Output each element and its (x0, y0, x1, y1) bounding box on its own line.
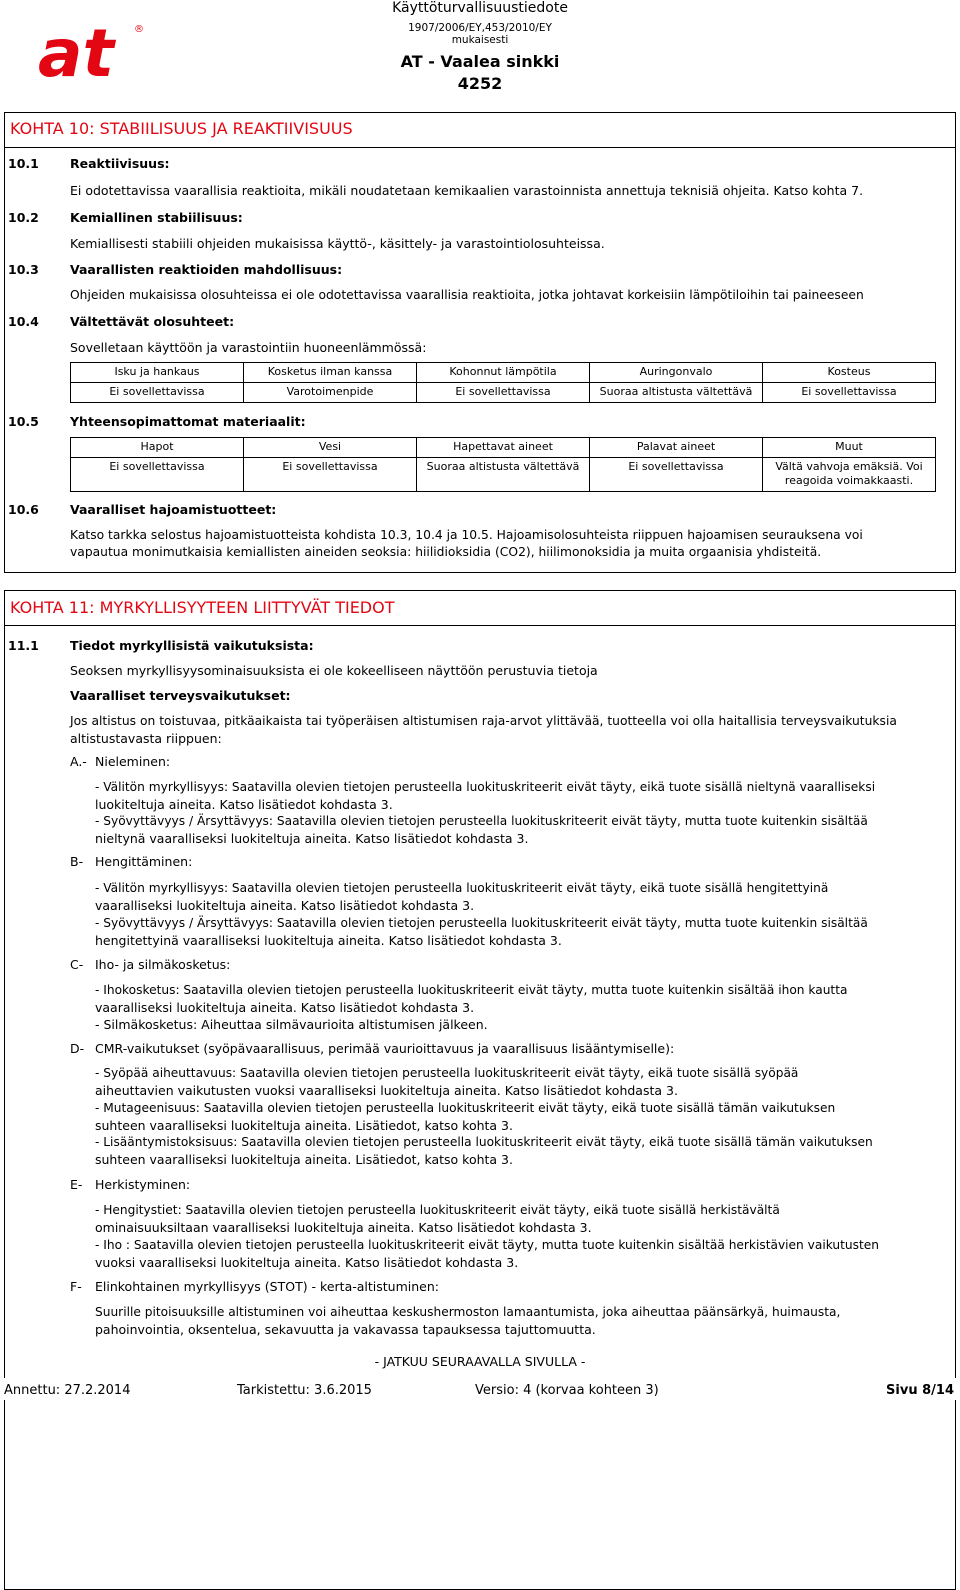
subsection-number: 10.3 (8, 262, 39, 277)
paragraph: vapautua monimutkaisia kemiallisten aineiden seoksia: hiilidioksidia (CO2), hiilimonoksidia ja muita orgaanisia yhdisteitä. (70, 545, 822, 559)
list-item: aiheuttavien vaikutusten vuoksi vaaralliseksi luokiteltuja aineita. Katso lisätiedot kohdasta 3. (95, 1083, 678, 1098)
list-item: nieltynä vaaralliseksi luokiteltuja aineita. Katso lisätiedot kohdasta 3. (95, 831, 529, 846)
paragraph: Seoksen myrkyllisyysominaisuuksista ei ole kokeelliseen näyttöön perustuvia tietoja (70, 663, 598, 678)
table-header-row (71, 438, 936, 458)
issued-date: Annettu: 27.2.2014 (4, 1383, 131, 1398)
route-letter: B- (70, 854, 84, 869)
paragraph: Ei odotettavissa vaarallisia reaktioita, mikäli noudatetaan kemikaalien varastoinnista annettuja teknisiä ohjeita. Katso kohta 7. (70, 183, 864, 198)
version-info: Versio: 4 (korvaa kohteen 3) (475, 1383, 659, 1398)
table-cell: Ei sovellettavissa (244, 458, 417, 492)
table-header-cell: Isku ja hankaus (71, 363, 244, 383)
paragraph: Katso tarkka selostus hajoamistuotteista kohdista 10.3, 10.4 ja 10.5. Hajoamisolosuhteista riippuen hajoamisen seurauksena voi (70, 528, 863, 542)
route-letter: D- (70, 1041, 85, 1056)
table-cell: Vältä vahvoja emäksiä. Voi reagoida voimakkaasti. (763, 458, 936, 492)
route-letter: A.- (70, 754, 87, 769)
section-11-title: KOHTA 11: MYRKYLLISYYTEEN LIITTYVÄT TIEDOT (10, 598, 395, 617)
company-logo (38, 18, 148, 80)
list-item: hengitettyinä vaaralliseksi luokiteltuja aineita. Katso lisätiedot kohdasta 3. (95, 933, 562, 948)
subsection-number: 11.1 (8, 638, 39, 653)
table-header-cell: Hapot (71, 438, 244, 458)
list-item: suhteen vaaralliseksi luokiteltuja aineita. Lisätiedot, katso kohta 3. (95, 1118, 513, 1133)
list-item: - Syövyttävyys / Ärsyttävyys: Saatavilla olevien tietojen perusteella luokituskriteerit eivät täyty, mutta tuote kuitenkin sisältää (95, 916, 868, 930)
list-item: luokiteltuja aineita. Katso lisätiedot kohdasta 3. (95, 797, 393, 812)
subsection-title: Kemiallinen stabiilisuus: (70, 210, 243, 225)
table-cell: Ei sovellettavissa (71, 458, 244, 492)
list-item: vuoksi vaaralliseksi luokiteltuja aineita. Katso lisätiedot kohdasta 3. (95, 1255, 519, 1270)
table-cell: Ei sovellettavissa (71, 383, 244, 403)
route-label: Elinkohtainen myrkyllisyys (STOT) - kerta-altistuminen: (95, 1279, 439, 1294)
table-header-cell: Kosketus ilman kanssa (244, 363, 417, 383)
subsection-number: 10.1 (8, 156, 39, 171)
product-code: 4252 (457, 74, 503, 93)
subsection-number: 10.5 (8, 414, 39, 429)
table-row (71, 458, 936, 492)
logo-text: at (38, 18, 115, 80)
subsection-title: Vältettävät olosuhteet: (70, 314, 235, 329)
table-cell: Ei sovellettavissa (763, 383, 936, 403)
section-10-title: KOHTA 10: STABIILISUUS JA REAKTIIVISUUS (10, 119, 353, 138)
paragraph: pahoinvointia, oksentelua, sekavuutta ja vakavassa tapauksessa tajuttomuutta. (95, 1322, 596, 1337)
route-label: Herkistyminen: (95, 1177, 191, 1192)
list-item: - Mutageenisuus: Saatavilla olevien tietojen perusteella luokituskriteerit eivät täyty, eikä tuote sisällä tämän vaikutuksen (95, 1101, 836, 1115)
revised-date: Tarkistettu: 3.6.2015 (237, 1383, 372, 1398)
table-cell: Ei sovellettavissa (590, 458, 763, 492)
route-label: Nieleminen: (95, 754, 171, 769)
materials-table (70, 437, 936, 492)
route-letter: C- (70, 957, 84, 972)
paragraph: Kemiallisesti stabiili ohjeiden mukaisissa käyttö-, käsittely- ja varastointiolosuhteissa. (70, 236, 605, 251)
table-header-cell: Vesi (244, 438, 417, 458)
registered-mark: ® (134, 24, 144, 35)
table-header-cell: Palavat aineet (590, 438, 763, 458)
subsection-title: Tiedot myrkyllisistä vaikutuksista: (70, 638, 314, 653)
table-header-row (71, 363, 936, 383)
subsection-number: 10.6 (8, 502, 39, 517)
table-header-cell: Auringonvalo (590, 363, 763, 383)
list-item: - Syöpää aiheuttavuus: Saatavilla olevien tietojen perusteella luokituskriteerit eivät täyty, eikä tuote sisällä syöpää (95, 1066, 799, 1080)
list-item: suhteen vaaralliseksi luokiteltuja aineita. Lisätiedot, katso kohta 3. (95, 1152, 513, 1167)
paragraph: Ohjeiden mukaisissa olosuhteissa ei ole odotettavissa vaarallisia reaktioita, jotka johtavat korkeisiin lämpötiloihin tai paineeseen (70, 288, 864, 302)
route-label: Hengittäminen: (95, 854, 193, 869)
paragraph: altistustavasta riippuen: (70, 731, 222, 746)
list-item: vaaralliseksi luokiteltuja aineita. Katso lisätiedot kohdasta 3. (95, 898, 475, 913)
table-header-cell: Kohonnut lämpötila (417, 363, 590, 383)
list-item: - Ihokosketus: Saatavilla olevien tietojen perusteella luokituskriteerit eivät täyty, mutta tuote kuitenkin sisältää ihon kautta (95, 983, 848, 997)
page-number: Sivu 8/14 (886, 1383, 954, 1398)
table-row (71, 383, 936, 403)
table-cell: Varotoimenpide (244, 383, 417, 403)
subsection-number: 10.4 (8, 314, 39, 329)
list-item: ominaisuuksiltaan vaaralliseksi luokiteltuja aineita. Katso lisätiedot kohdasta 3. (95, 1220, 592, 1235)
paragraph: Sovelletaan käyttöön ja varastointiin huoneenlämmössä: (70, 340, 427, 355)
list-item: - Lisääntymistoksisuus: Saatavilla olevien tietojen perusteella luokituskriteerit eivät täyty, eikä tuote sisällä tämän vaikutuksen (95, 1135, 873, 1149)
table-cell: Suoraa altistusta vältettävä (417, 458, 590, 492)
paragraph: Suurille pitoisuuksille altistuminen voi aiheuttaa keskushermoston lamaantumista, joka aiheuttaa päänsärkyä, huimausta, (95, 1305, 841, 1319)
subsection-title: Yhteensopimattomat materiaalit: (70, 414, 306, 429)
table-header-cell: Muut (763, 438, 936, 458)
list-item: - Välitön myrkyllisyys: Saatavilla olevien tietojen perusteella luokituskriteerit eivät täyty, eikä tuote sisällä nieltynä vaaralliseksi (95, 780, 876, 794)
list-item: - Syövyttävyys / Ärsyttävyys: Saatavilla olevien tietojen perusteella luokituskriteerit eivät täyty, mutta tuote kuitenkin sisältää (95, 814, 868, 828)
table-cell: Ei sovellettavissa (417, 383, 590, 403)
list-item: - Silmäkosketus: Aiheuttaa silmävaurioita altistumisen jälkeen. (95, 1017, 488, 1032)
subsection-title: Reaktiivisuus: (70, 156, 170, 171)
table-cell: Suoraa altistusta vältettävä (590, 383, 763, 403)
route-label: CMR-vaikutukset (syöpävaarallisuus, perimää vaurioittavuus ja vaarallisuus lisääntymiselle): (95, 1041, 675, 1056)
table-header-cell: Kosteus (763, 363, 936, 383)
table-header-cell: Hapettavat aineet (417, 438, 590, 458)
hazard-title: Vaaralliset terveysvaikutukset: (70, 688, 291, 703)
list-item: - Hengitystiet: Saatavilla olevien tietojen perusteella luokituskriteerit eivät täyty, eikä tuote sisällä herkistävältä (95, 1203, 780, 1217)
conditions-table (70, 362, 936, 403)
subsection-title: Vaarallisten reaktioiden mahdollisuus: (70, 262, 343, 277)
document-type: Käyttöturvallisuustiedote (392, 0, 568, 16)
route-label: Iho- ja silmäkosketus: (95, 957, 231, 972)
product-name: AT - Vaalea sinkki (400, 52, 560, 71)
paragraph: Jos altistus on toistuvaa, pitkäaikaista tai työperäisen altistumisen raja-arvot ylittävää, tuotteella voi olla haitallisia terveysvaikutuksia (70, 714, 897, 728)
subsection-number: 10.2 (8, 210, 39, 225)
regulation-reference: 1907/2006/EY,453/2010/EY mukaisesti (408, 22, 552, 46)
list-item: - Iho : Saatavilla olevien tietojen perusteella luokituskriteerit eivät täyty, mutta tuote kuitenkin sisältää herkistävien vaikutusten (95, 1238, 879, 1252)
continues-notice: - JATKUU SEURAAVALLA SIVULLA - (374, 1354, 586, 1369)
list-item: - Välitön myrkyllisyys: Saatavilla olevien tietojen perusteella luokituskriteerit eivät täyty, eikä tuote sisällä hengitettyinä (95, 881, 829, 895)
route-letter: E- (70, 1177, 83, 1192)
route-letter: F- (70, 1279, 82, 1294)
subsection-title: Vaaralliset hajoamistuotteet: (70, 502, 277, 517)
list-item: vaaralliseksi luokiteltuja aineita. Katso lisätiedot kohdasta 3. (95, 1000, 475, 1015)
